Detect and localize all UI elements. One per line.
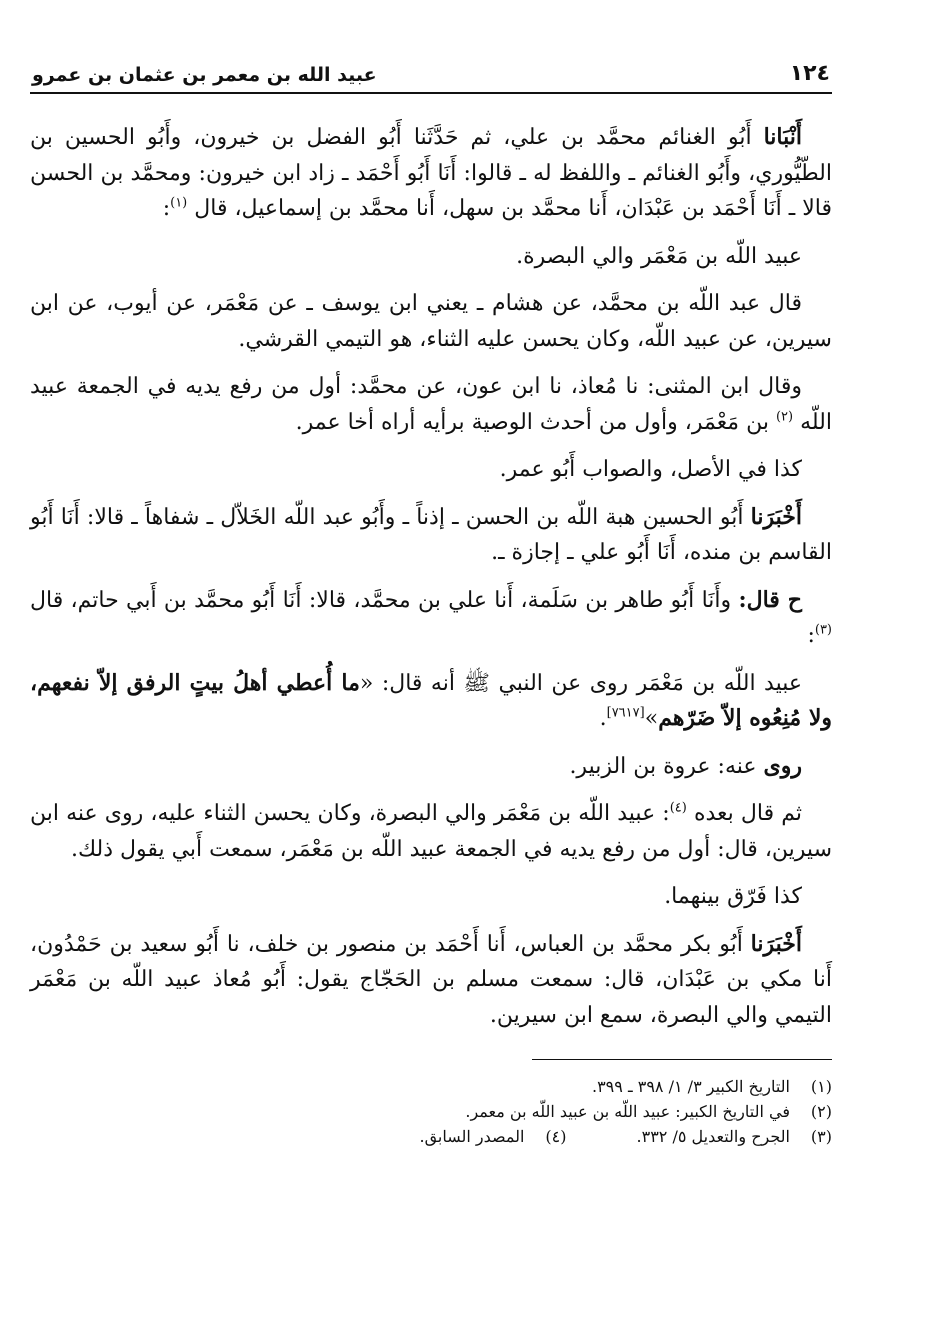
footnote-3 (637, 1124, 833, 1149)
paragraph-text: وأَنَا أَبُو طاهر بن سَلَمة، أَنا علي بن محمَّد، قالا: أَنَا أَبُو محمَّد بن أَبي حاتم، قال (30, 587, 739, 613)
paragraph-1 (30, 120, 832, 227)
footnote-text: المصدر السابق. (419, 1127, 525, 1146)
footnote-marker[interactable]: (١) (170, 195, 188, 211)
paragraph-5 (30, 452, 832, 488)
hadith-text: ما أُعطي أهلُ بيتٍ الرفق إلاّ نفعهم، ولا مُنِعُوه إلاّ ضَرّهم (30, 669, 832, 731)
hadith-reference: [٧٦١٧] (606, 705, 645, 721)
paragraph-lead: أَنْبَانا (763, 124, 802, 150)
footnote-number: (٤) (545, 1127, 567, 1146)
page-header (30, 52, 832, 86)
footnote-marker[interactable]: (٤) (669, 800, 687, 816)
paragraph-text: أَبُو الحسين هبة اللّه بن الحسن ـ إذناً ـ وأَبُو عبد اللّه الخَلاّل ـ شفاهاً ـ قالا: أَنَا أَبُو القاسم بن منده، أَنَا أَبُو علي ـ إجازة ـ. (30, 504, 832, 565)
footnote-3-4 (30, 1124, 832, 1149)
footnote-4 (419, 1124, 566, 1149)
paragraph-text: ثم قال بعده (693, 801, 802, 826)
footnote-1 (30, 1074, 832, 1099)
paragraph-12 (30, 927, 832, 1034)
paragraph-6 (30, 500, 832, 571)
paragraph-text: أَبُو بكر محمَّد بن العباس، أَنا أَحْمَد بن منصور بن خلف، نا أَبُو سعيد بن حَمْدُون، أَنا مكي بن عَبْدَان، قال: سمعت مسلم بن الحَجّاج يقول: أَبُو مُعاذ عبيد اللّه بن مَعْمَر التيمي والي البصرة، سمع ابن سيرين. (30, 931, 832, 1028)
footnote-marker[interactable]: (٢) (775, 409, 794, 425)
paragraph-8 (30, 666, 832, 737)
paragraph-text: عنه: عروة بن الزبير. (569, 753, 764, 779)
header-divider (30, 92, 832, 94)
paragraph-text: أَبُو الغنائم محمَّد بن علي، ثم حَدَّثَنا أَبُو الفضل بن خيرون، وأَبُو الحسين بن الطّيُّوري، وأَبُو الغنائم ـ واللفظ له ـ قالوا: أَنَا أَبُو أَحْمَد ـ زاد ابن خيرون: ومحمَّد بن الحسن قالا ـ أَنَا أَحْمَد بن عَبْدَان، أَنا محمَّد بن سهل، أَنا محمَّد بن إسماعيل، قال (30, 125, 832, 221)
paragraph-3 (30, 286, 832, 357)
footnote-number: (٣) (810, 1127, 832, 1146)
paragraph-tail: : عبيد اللّه بن مَعْمَر والي البصرة، وكان يحسن الثناء عليه، روى عنه ابن سيرين، قال: أول من رفع يديه في الجمعة عبيد اللّه بن مَعْمَر، سمعت أَبي يقول ذلك. (30, 801, 832, 862)
footnote-text: في التاريخ الكبير: عبيد اللّه بن عبيد اللّه بن معمر. (465, 1102, 790, 1121)
paragraph-7 (30, 583, 832, 654)
paragraph-text: كذا في الأصل، والصواب أَبُو عمر. (499, 457, 802, 482)
footnote-2 (30, 1099, 832, 1124)
footnote-marker[interactable]: (٣) (814, 622, 832, 638)
page-number: ١٢٤ (789, 61, 830, 86)
paragraph-2 (30, 239, 832, 275)
paragraph-9 (30, 749, 832, 785)
paragraph-lead: ح قال: (738, 586, 802, 613)
footnotes (30, 1074, 832, 1149)
paragraph-tail: » (644, 706, 659, 731)
paragraph-text: عبيد اللّه بن مَعْمَر روى عن النبي ﷺ أنه قال: « (359, 670, 803, 696)
footnote-number: (١) (810, 1077, 832, 1096)
footnote-text: التاريخ الكبير ٣/ ١/ ٣٩٨ ـ ٣٩٩. (591, 1077, 790, 1096)
paragraph-lead: روى (763, 752, 802, 779)
paragraph-tail: بن مَعْمَر، وأول من أحدث الوصية برأيه أراه أخا عمر. (295, 409, 776, 435)
paragraph-4 (30, 369, 832, 440)
paragraph-text: وقال ابن المثنى: نا مُعاذ، نا ابن عون، عن محمَّد: أول من رفع يديه في الجمعة عبيد اللّه (30, 374, 832, 435)
footnote-text: الجرح والتعديل ٥/ ٣٣٢. (636, 1127, 790, 1146)
main-text (30, 120, 832, 1033)
paragraph-text: قال عبد اللّه بن محمَّد، عن هشام ـ يعني ابن يوسف ـ عن مَعْمَر، عن أيوب، عن ابن سيرين، عن عبيد اللّه، وكان يحسن عليه الثناء، هو التيمي القرشي. (30, 291, 832, 352)
paragraph-text: كذا فَرّق بينهما. (664, 884, 802, 909)
paragraph-tail: : (162, 196, 171, 221)
paragraph-11 (30, 879, 832, 915)
footnote-number: (٢) (810, 1102, 832, 1121)
paragraph-tail: : (807, 623, 815, 648)
running-title: عبيد الله بن معمر بن عثمان بن عمرو (32, 64, 377, 86)
paragraph-lead: أَخْبَرَنا (750, 930, 802, 957)
paragraph-10 (30, 796, 832, 867)
paragraph-text: عبيد اللّه بن مَعْمَر والي البصرة. (516, 243, 802, 269)
paragraph-tail-2: . (599, 706, 607, 731)
paragraph-lead: أَخْبَرَنا (750, 503, 802, 530)
footnote-divider (532, 1059, 832, 1060)
